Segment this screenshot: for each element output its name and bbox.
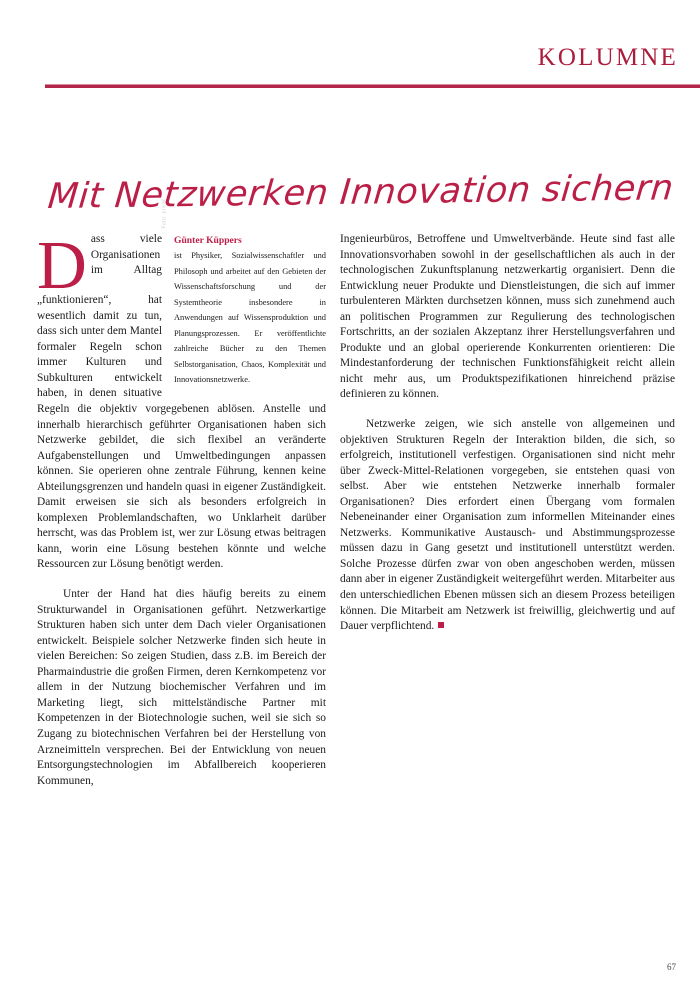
paragraph-left-2: Unter der Hand hat dies häufig bereits zu einem Strukturwandel in Organisationen geführt. Netzwerkartige Strukturen haben sich unter dem Dach vieler Organisationen entwickelt. Beispiele solcher Netzwerke finden sich heute in vielen Bereichen: So zeigen Studien, dass z.B. im Bereich der Pharmaindustrie die großen Firmen, deren Kernkompetenz vor allem in der Nutzung biochemischer Verfahren und im Marketing liegt, sich mittelständische Partner mit Kompetenzen in der Biotechnologie suchen, weil sie sich so Zugang zu biotechnischen Verfahren bei der Herstellung von Arzneimitteln versprechen. Bei der Entwicklung von neuen Entsorgungstechnologien im Abfallbereich kooperieren Kommunen, [37,588,326,787]
end-mark-icon [438,622,444,628]
article-column-right [340,232,675,635]
photo-block [174,234,326,388]
paragraph-right-2-text: Netzwerke zeigen, wie sich anstelle von allgemeinen und objektiven Strukturen Regeln der Interaktion bilden, die sich, so erfolgreich, institutionell verfestigen. Organisationen sind nicht mehr über Zweck-Mittel-Relationen vorgegeben, sie entstehen quasi von selbst. Aber wie entstehen Netzwerke innerhalb formaler Organisationen? Dies erfordert einen Übergang vom formalen Nebeneinander einer Organisation zum informellen Miteinander eines Netzwerks. Kommunikative Austausch- und Abstimmungsprozesse müssen dazu in Gang gesetzt und institutionell unterstützt werden. Solche Prozesse dürfen zwar von oben angeschoben werden, müssen dann aber in eigener Zuständigkeit weitergeführt werden. Mitarbeiter aus den unterschiedlichen Ebenen müssen sich an diesem Prozess beteiligen können. Die Mitarbeit am Netzwerk ist freiwillig, gleichwertig und auf Dauer verpflichtend. [340,418,675,633]
paragraph-left-1-text: Dass viele Organisationen im Alltag „funktionieren“, hat wesentlich damit zu tun, dass sich unter dem Mantel formaler Regeln schon immer Kulturen und Subkulturen entwickelt haben, in denen situative Regeln die objektiv vorgegebenen ablösen. Anstelle und innerhalb hierarchisch geführter Organisationen haben sich Netzwerke gebildet, die sich flexibel an veränderte Aufgabenstellungen und Umweltbedingungen anpassen können. Sie operieren ohne zentrale Führung, kennen keine Abteilungsgrenzen und handeln quasi in eigener Zuständigkeit. Damit erweisen sie sich als besonders erfolgreich in komplexen Problemlandschaften, wo Unklarheit darüber herrscht, was das Problem ist, wer zur Lösung etwas beitragen kann, worin eine Lösung bestehen könnte und welche Ressourcen zur Lösung benötigt werden. [37,227,326,571]
page-number: 67 [667,962,676,972]
paragraph-right-1: Ingenieurbüros, Betroffene und Umweltverbände. Heute sind fast alle Innovationsvorhaben sowohl in der gesellschaftlichen als auch in der technologischen Zukunftsplanung netzwerkartig organisiert. Denn die Entwicklung neuer Produkte und Dienstleistungen, die sich auf immer turbulenteren Märkten durchsetzen können, muss sich zunehmend auch an politischen Programmen zur Regulierung des technologischen Fortschritts, an der sozialen Akzeptanz ihrer Herstellungsverfahren und Produkte und an global operierende Konkurrenten orientieren: Die Mindestanforderung der technischen Funktionsfähigkeit reicht allein nicht mehr aus, um Produktspezifikationen hinreichend präzise definieren zu können. [340,233,675,401]
author-bio-text: ist Physiker, Sozialwissenschaftler und Philosoph und arbeitet auf den Gebieten der Wissenschaftsforschung und der Systemtheorie insbesondere in Anwendungen auf Wissensproduktion und Planungsprozessen. Er veröffentlichte zahlreiche Bücher zu den Themen Selbstorganisation, Chaos, Komplexität und Innovationsnetzwerke. [174,251,326,385]
article-column-left [37,227,326,789]
section-kicker: KOLUMNE [537,44,678,71]
paragraph-right-2 [340,417,675,635]
header-rule [45,84,700,88]
page-title: Mit Netzwerken Innovation sichern [46,168,676,218]
paragraph-left-1 [37,227,326,573]
author-bio [174,234,326,384]
author-name: Günter Küppers [174,235,242,246]
